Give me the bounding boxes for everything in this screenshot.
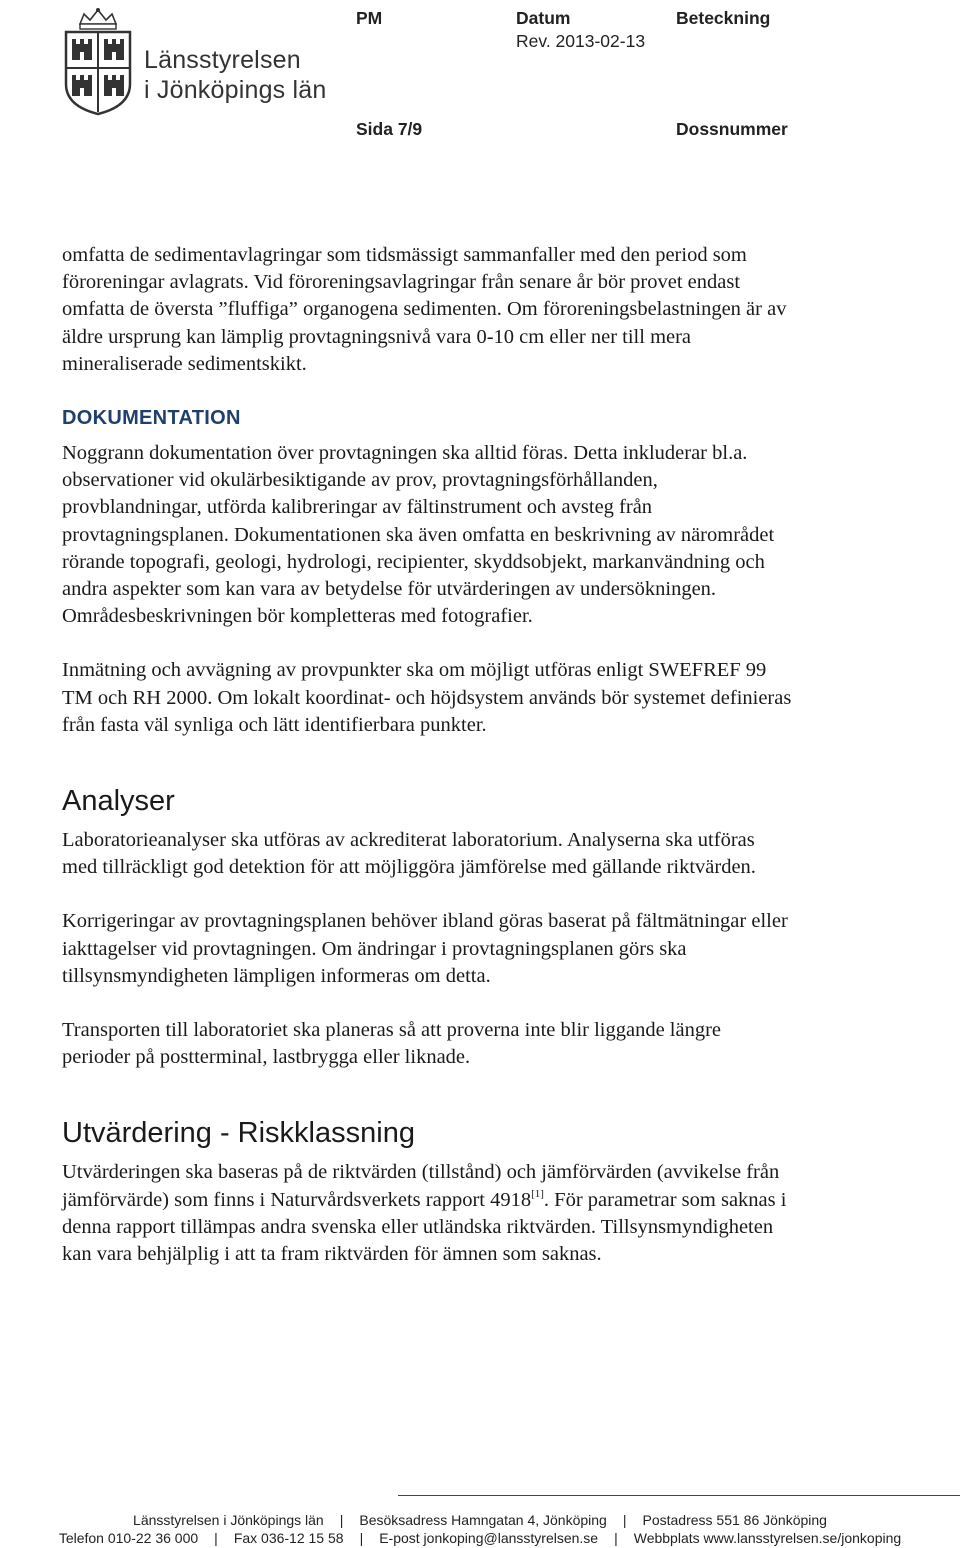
footer-line-1 <box>0 1512 960 1528</box>
footer-phone: Telefon 010-22 36 000 <box>58 1530 199 1546</box>
footnote-reference[interactable]: [1] <box>531 1187 544 1200</box>
heading-dokumentation: DOKUMENTATION <box>62 407 241 430</box>
footer-separator: | <box>339 1512 344 1528</box>
beteckning-label: Beteckning <box>676 8 771 28</box>
revision-date: Rev. 2013-02-13 <box>516 31 646 51</box>
logo <box>58 6 327 116</box>
footer-line-2 <box>0 1530 960 1546</box>
utvardering-text-part2: . För parametrar som saknas i denna rapport tillämpas andra svenska eller utländska riktvärden. Tillsynsmyndigheten kan vara behjälplig i att ta fram riktvärden för ämnen som saknas. <box>62 1188 787 1266</box>
document-body <box>62 242 792 1295</box>
footer-visit-address: Besöksadress Hamngatan 4, Jönköping <box>359 1512 607 1528</box>
footer-email[interactable]: E-post jonkoping@lansstyrelsen.se <box>379 1530 599 1546</box>
paragraph-analyser-2: Korrigeringar av provtagningsplanen behöver ibland göras baserat på fältmätningar eller iakttagelser vid provtagningen. Om ändringar i provtagningsplanen görs ska tillsynsmyndigheten lämpligen informeras om detta. <box>62 910 788 987</box>
pm-label: PM <box>356 8 383 28</box>
coat-of-arms-icon <box>58 6 138 116</box>
heading-utvardering: Utvärdering - Riskklassning <box>62 1117 415 1150</box>
footer-org: Länsstyrelsen i Jönköpings län <box>133 1512 324 1528</box>
footer-separator: | <box>359 1530 364 1546</box>
datum-label: Datum <box>516 8 571 28</box>
paragraph-dokumentation-2: Inmätning och avvägning av provpunkter ska om möjligt utföras enligt SWEFREF 99 TM och RH 2000. Om lokalt koordinat- och höjdsystem används bör systemet definieras från fasta väl synliga och lätt identifierbara punkter. <box>62 659 792 736</box>
paragraph-analyser-1: Laboratorieanalyser ska utföras av ackrediterat laboratorium. Analyserna ska utföras med tillräckligt god detektion för att möjliggöra jämförelse med gällande riktvärden. <box>62 829 756 879</box>
page-number: Sida 7/9 <box>356 119 423 139</box>
paragraph-analyser-3: Transporten till laboratoriet ska planeras så att proverna inte blir liggande längre perioder på postterminal, lastbrygga eller liknade. <box>62 1019 722 1069</box>
footer-fax: Fax 036-12 15 58 <box>233 1530 344 1546</box>
footer-post-address: Postadress 551 86 Jönköping <box>642 1512 827 1528</box>
footer-separator: | <box>214 1530 218 1546</box>
paragraph-dokumentation-1: Noggrann dokumentation över provtagningen ska alltid föras. Detta inkluderar bl.a. observationer vid okulärbesiktigande av prov, provtagningsförhållanden, provblandningar, utförda kalibreringar av fältinstrument och avsteg från provtagningsplanen. Dokumentationen ska även omfatta en beskrivning av närområdet rörande topografi, geologi, hydrologi, recipienter, skyddsobjekt, markanvändning och andra aspekter som kan vara av betydelse för utvärderingen av undersökningen. Områdesbeskrivningen bör kompletteras med fotografier. <box>62 442 775 628</box>
paragraph-utvardering <box>62 1159 792 1268</box>
utvardering-text-part1: Utvärderingen ska baseras på de riktvärden (tillstånd) och jämförvärden (avvikelse från jämförvärde) som finns i Naturvårdsverkets rapport 4918 <box>62 1161 780 1211</box>
org-name-line2: i Jönköpings län <box>144 76 327 104</box>
paragraph-intro: omfatta de sedimentavlagringar som tidsmässigt sammanfaller med den period som föroreningar avlagrats. Vid föroreningsavlagringar från senare år bör provet endast omfatta de översta ”fluffiga” organogena sedimenten. Om föroreningsbelastningen är av äldre ursprung kan lämplig provtagningsnivå vara 0-10 cm eller ner till mera mineraliserade sedimentskikt. <box>62 244 787 375</box>
footer-separator: | <box>622 1512 627 1528</box>
org-name-line1: Länsstyrelsen <box>144 46 301 74</box>
footer-website[interactable]: Webbplats www.lansstyrelsen.se/jonkoping <box>633 1530 902 1546</box>
heading-analyser: Analyser <box>62 785 175 818</box>
footer-divider <box>398 1495 960 1496</box>
footer-separator: | <box>614 1530 618 1546</box>
dossnummer-label: Dossnummer <box>676 119 788 139</box>
